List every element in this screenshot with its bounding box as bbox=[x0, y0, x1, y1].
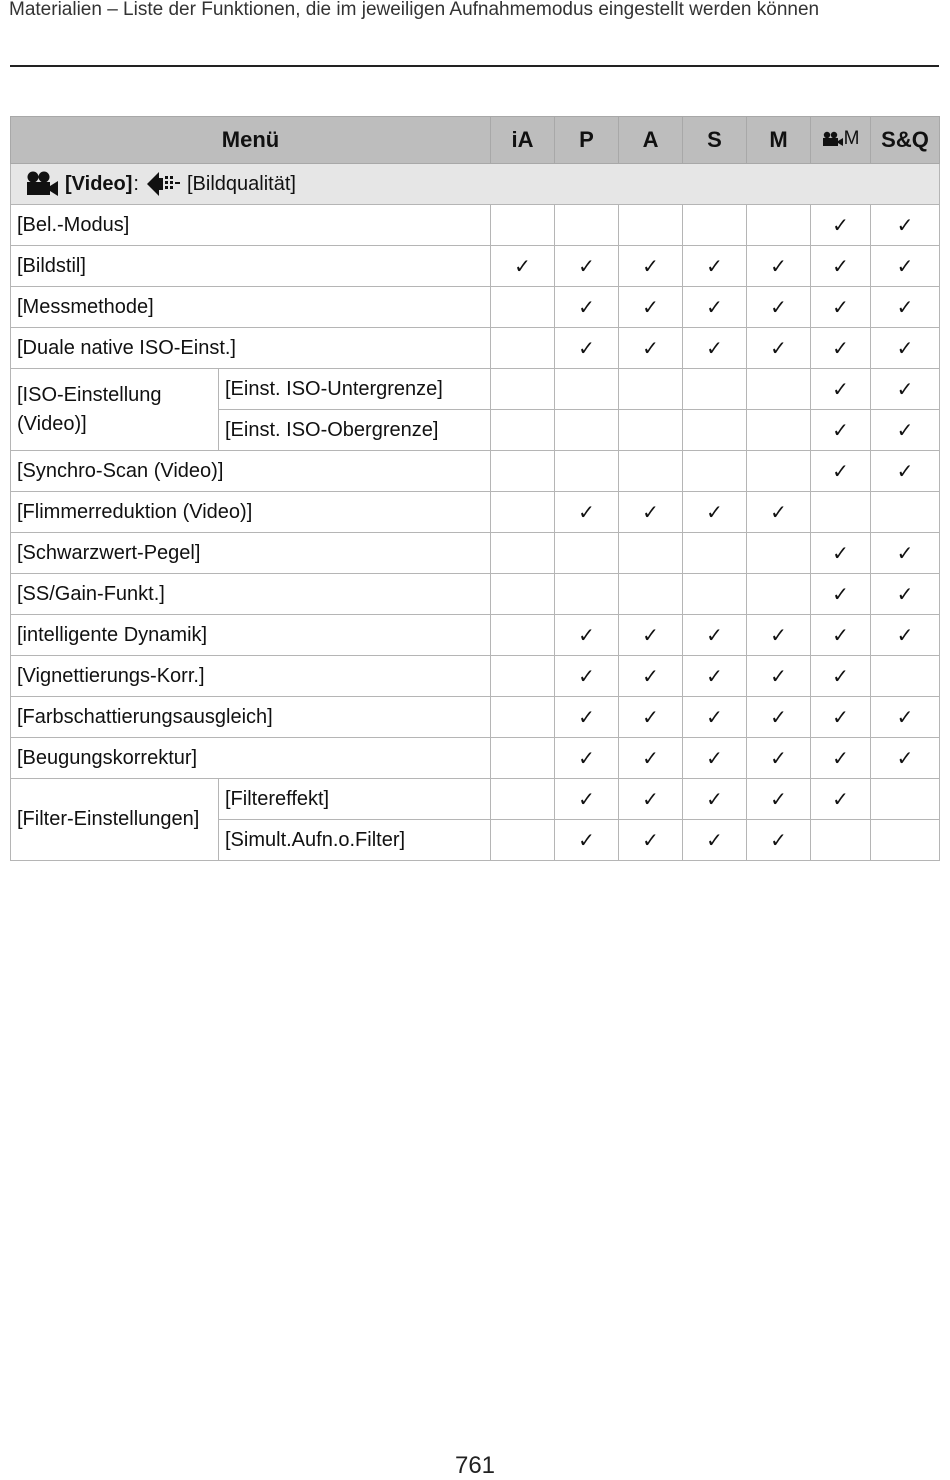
checkmark-icon: ✓ bbox=[706, 500, 723, 524]
section-separator: : bbox=[133, 172, 139, 195]
check-cell-ia bbox=[491, 451, 555, 492]
row-sub-label: [Einst. ISO-Untergrenze] bbox=[219, 369, 491, 410]
check-cell-sq bbox=[871, 328, 940, 369]
check-cell-m bbox=[747, 779, 811, 820]
check-cell-a bbox=[619, 205, 683, 246]
section-cell bbox=[11, 164, 940, 205]
row-label: [Bildstil] bbox=[11, 246, 491, 287]
check-cell-ia bbox=[491, 533, 555, 574]
check-cell-a bbox=[619, 492, 683, 533]
row-label: [Schwarzwert-Pegel] bbox=[11, 533, 491, 574]
checkmark-icon: ✓ bbox=[896, 705, 914, 729]
check-cell-a bbox=[619, 738, 683, 779]
check-cell-a bbox=[619, 574, 683, 615]
check-cell-p bbox=[555, 410, 619, 451]
check-cell-a bbox=[619, 615, 683, 656]
row-label: [Farbschattierungsausgleich] bbox=[11, 697, 491, 738]
check-cell-sq bbox=[871, 779, 940, 820]
checkmark-icon: ✓ bbox=[832, 336, 849, 360]
check-cell-p bbox=[555, 492, 619, 533]
check-cell-p bbox=[555, 533, 619, 574]
check-cell-creative-video-m bbox=[811, 574, 871, 615]
checkmark-icon: ✓ bbox=[896, 377, 914, 401]
checkmark-icon: ✓ bbox=[578, 828, 595, 852]
check-cell-m bbox=[747, 369, 811, 410]
check-cell-creative-video-m bbox=[811, 492, 871, 533]
section-menu-name: [Video] bbox=[65, 172, 133, 195]
checkmark-icon: ✓ bbox=[642, 623, 659, 647]
check-cell-sq bbox=[871, 492, 940, 533]
row-label: [Vignettierungs-Korr.] bbox=[11, 656, 491, 697]
check-cell-sq bbox=[871, 246, 940, 287]
check-cell-m bbox=[747, 820, 811, 861]
check-cell-creative-video-m bbox=[811, 451, 871, 492]
check-cell-s bbox=[683, 410, 747, 451]
check-cell-creative-video-m bbox=[811, 779, 871, 820]
check-cell-p bbox=[555, 820, 619, 861]
check-cell-a bbox=[619, 246, 683, 287]
col-header-s: S bbox=[683, 117, 747, 164]
checkmark-icon: ✓ bbox=[642, 787, 659, 811]
checkmark-icon: ✓ bbox=[896, 582, 914, 606]
check-cell-p bbox=[555, 287, 619, 328]
table-row bbox=[11, 533, 940, 574]
col-header-ia: iA bbox=[491, 117, 555, 164]
check-cell-ia bbox=[491, 820, 555, 861]
checkmark-icon: ✓ bbox=[578, 664, 595, 688]
checkmark-icon: ✓ bbox=[706, 828, 723, 852]
checkmark-icon: ✓ bbox=[578, 746, 595, 770]
table-row bbox=[11, 492, 940, 533]
check-cell-ia bbox=[491, 287, 555, 328]
row-group-label: [Filter-Einstellungen] bbox=[11, 779, 219, 861]
col-header-creative-video-m bbox=[811, 117, 871, 164]
col-header-sq: S&Q bbox=[871, 117, 940, 164]
checkmark-icon: ✓ bbox=[832, 377, 849, 401]
check-cell-creative-video-m bbox=[811, 410, 871, 451]
checkmark-icon: ✓ bbox=[832, 213, 849, 237]
check-cell-a bbox=[619, 287, 683, 328]
checkmark-icon: ✓ bbox=[642, 295, 659, 319]
col-header-menu: Menü bbox=[11, 117, 491, 164]
check-cell-a bbox=[619, 779, 683, 820]
checkmark-icon: ✓ bbox=[642, 705, 659, 729]
check-cell-s bbox=[683, 779, 747, 820]
checkmark-icon: ✓ bbox=[770, 623, 787, 647]
check-cell-sq bbox=[871, 738, 940, 779]
row-sub-label: [Simult.Aufn.o.Filter] bbox=[219, 820, 491, 861]
check-cell-s bbox=[683, 451, 747, 492]
check-cell-p bbox=[555, 656, 619, 697]
check-cell-sq bbox=[871, 451, 940, 492]
checkmark-icon: ✓ bbox=[896, 254, 914, 278]
checkmark-icon: ✓ bbox=[578, 623, 595, 647]
row-sub-label: [Filtereffekt] bbox=[219, 779, 491, 820]
row-sub-label: [Einst. ISO-Obergrenze] bbox=[219, 410, 491, 451]
checkmark-icon: ✓ bbox=[770, 664, 787, 688]
section-row bbox=[11, 164, 940, 205]
check-cell-s bbox=[683, 738, 747, 779]
check-cell-m bbox=[747, 697, 811, 738]
check-cell-p bbox=[555, 738, 619, 779]
check-cell-s bbox=[683, 205, 747, 246]
checkmark-icon: ✓ bbox=[514, 254, 531, 278]
check-cell-a bbox=[619, 451, 683, 492]
table-row bbox=[11, 574, 940, 615]
check-cell-sq bbox=[871, 615, 940, 656]
checkmark-icon: ✓ bbox=[832, 787, 849, 811]
checkmark-icon: ✓ bbox=[832, 541, 849, 565]
table-row bbox=[11, 205, 940, 246]
check-cell-p bbox=[555, 328, 619, 369]
table-row bbox=[11, 328, 940, 369]
check-cell-creative-video-m bbox=[811, 328, 871, 369]
check-cell-m bbox=[747, 615, 811, 656]
row-label: [Flimmerreduktion (Video)] bbox=[11, 492, 491, 533]
section-submenu-name: [Bildqualität] bbox=[186, 172, 296, 195]
checkmark-icon: ✓ bbox=[770, 828, 787, 852]
checkmark-icon: ✓ bbox=[896, 746, 914, 770]
checkmark-icon: ✓ bbox=[832, 746, 849, 770]
checkmark-icon: ✓ bbox=[578, 705, 595, 729]
check-cell-creative-video-m bbox=[811, 205, 871, 246]
check-cell-s bbox=[683, 615, 747, 656]
checkmark-icon: ✓ bbox=[832, 623, 849, 647]
check-cell-ia bbox=[491, 574, 555, 615]
checkmark-icon: ✓ bbox=[706, 336, 723, 360]
check-cell-s bbox=[683, 369, 747, 410]
check-cell-m bbox=[747, 410, 811, 451]
check-cell-s bbox=[683, 287, 747, 328]
check-cell-ia bbox=[491, 410, 555, 451]
check-cell-s bbox=[683, 246, 747, 287]
page-number: 761 bbox=[454, 1452, 496, 1479]
checkmark-icon: ✓ bbox=[896, 541, 914, 565]
check-cell-creative-video-m bbox=[811, 246, 871, 287]
checkmark-icon: ✓ bbox=[896, 213, 914, 237]
col-header-m: M bbox=[747, 117, 811, 164]
checkmark-icon: ✓ bbox=[896, 418, 914, 442]
check-cell-a bbox=[619, 697, 683, 738]
check-cell-s bbox=[683, 656, 747, 697]
check-cell-ia bbox=[491, 615, 555, 656]
check-cell-a bbox=[619, 656, 683, 697]
checkmark-icon: ✓ bbox=[642, 336, 659, 360]
row-label: [Bel.-Modus] bbox=[11, 205, 491, 246]
check-cell-p bbox=[555, 246, 619, 287]
check-cell-ia bbox=[491, 697, 555, 738]
check-cell-creative-video-m bbox=[811, 615, 871, 656]
row-label: [Messmethode] bbox=[11, 287, 491, 328]
check-cell-p bbox=[555, 697, 619, 738]
row-label: [Synchro-Scan (Video)] bbox=[11, 451, 491, 492]
checkmark-icon: ✓ bbox=[832, 705, 849, 729]
checkmark-icon: ✓ bbox=[896, 623, 914, 647]
checkmark-icon: ✓ bbox=[832, 664, 849, 688]
check-cell-sq bbox=[871, 287, 940, 328]
check-cell-sq bbox=[871, 205, 940, 246]
row-group-label: [ISO-Einstellung (Video)] bbox=[11, 369, 219, 451]
check-cell-m bbox=[747, 287, 811, 328]
table-row bbox=[11, 287, 940, 328]
check-cell-sq bbox=[871, 820, 940, 861]
check-cell-a bbox=[619, 369, 683, 410]
check-cell-s bbox=[683, 697, 747, 738]
checkmark-icon: ✓ bbox=[642, 746, 659, 770]
function-table bbox=[10, 116, 940, 861]
check-cell-sq bbox=[871, 533, 940, 574]
check-cell-p bbox=[555, 205, 619, 246]
check-cell-ia bbox=[491, 369, 555, 410]
movie-camera-icon bbox=[822, 131, 844, 147]
check-cell-m bbox=[747, 492, 811, 533]
check-cell-ia bbox=[491, 492, 555, 533]
checkmark-icon: ✓ bbox=[832, 459, 849, 483]
checkmark-icon: ✓ bbox=[578, 336, 595, 360]
check-cell-s bbox=[683, 328, 747, 369]
check-cell-ia bbox=[491, 205, 555, 246]
table-row bbox=[11, 369, 940, 410]
checkmark-icon: ✓ bbox=[770, 746, 787, 770]
check-cell-a bbox=[619, 820, 683, 861]
checkmark-icon: ✓ bbox=[770, 336, 787, 360]
check-cell-m bbox=[747, 738, 811, 779]
check-cell-p bbox=[555, 369, 619, 410]
check-cell-m bbox=[747, 328, 811, 369]
check-cell-creative-video-m bbox=[811, 738, 871, 779]
check-cell-m bbox=[747, 205, 811, 246]
check-cell-creative-video-m bbox=[811, 287, 871, 328]
check-cell-ia bbox=[491, 328, 555, 369]
movie-camera-icon bbox=[25, 171, 59, 197]
table-row bbox=[11, 697, 940, 738]
checkmark-icon: ✓ bbox=[706, 623, 723, 647]
checkmark-icon: ✓ bbox=[642, 664, 659, 688]
checkmark-icon: ✓ bbox=[706, 254, 723, 278]
check-cell-p bbox=[555, 615, 619, 656]
row-label: [Beugungskorrektur] bbox=[11, 738, 491, 779]
checkmark-icon: ✓ bbox=[642, 500, 659, 524]
check-cell-creative-video-m bbox=[811, 656, 871, 697]
table-row bbox=[11, 738, 940, 779]
check-cell-creative-video-m bbox=[811, 697, 871, 738]
row-label: [Duale native ISO-Einst.] bbox=[11, 328, 491, 369]
check-cell-a bbox=[619, 533, 683, 574]
check-cell-m bbox=[747, 574, 811, 615]
checkmark-icon: ✓ bbox=[896, 336, 914, 360]
col-header-a: A bbox=[619, 117, 683, 164]
check-cell-sq bbox=[871, 410, 940, 451]
checkmark-icon: ✓ bbox=[896, 459, 914, 483]
checkmark-icon: ✓ bbox=[832, 582, 849, 606]
checkmark-icon: ✓ bbox=[578, 787, 595, 811]
table-row bbox=[11, 656, 940, 697]
picture-quality-icon bbox=[145, 169, 181, 199]
col-header-p: P bbox=[555, 117, 619, 164]
check-cell-p bbox=[555, 779, 619, 820]
col-header-creative-video-m-label: M bbox=[843, 128, 860, 149]
check-cell-ia bbox=[491, 656, 555, 697]
checkmark-icon: ✓ bbox=[642, 254, 659, 278]
check-cell-creative-video-m bbox=[811, 369, 871, 410]
check-cell-sq bbox=[871, 656, 940, 697]
check-cell-creative-video-m bbox=[811, 533, 871, 574]
table-row bbox=[11, 246, 940, 287]
checkmark-icon: ✓ bbox=[770, 705, 787, 729]
check-cell-p bbox=[555, 451, 619, 492]
checkmark-icon: ✓ bbox=[578, 295, 595, 319]
check-cell-s bbox=[683, 533, 747, 574]
checkmark-icon: ✓ bbox=[832, 295, 849, 319]
check-cell-m bbox=[747, 451, 811, 492]
table-row bbox=[11, 615, 940, 656]
checkmark-icon: ✓ bbox=[832, 254, 849, 278]
table-row bbox=[11, 779, 940, 820]
page-header: Materialien – Liste der Funktionen, die im jeweiligen Aufnahmemodus eingestellt werden können bbox=[9, 0, 820, 20]
row-label: [SS/Gain-Funkt.] bbox=[11, 574, 491, 615]
checkmark-icon: ✓ bbox=[642, 828, 659, 852]
checkmark-icon: ✓ bbox=[706, 787, 723, 811]
check-cell-ia bbox=[491, 779, 555, 820]
check-cell-a bbox=[619, 410, 683, 451]
checkmark-icon: ✓ bbox=[896, 295, 914, 319]
check-cell-m bbox=[747, 656, 811, 697]
check-cell-sq bbox=[871, 369, 940, 410]
check-cell-s bbox=[683, 574, 747, 615]
checkmark-icon: ✓ bbox=[770, 254, 787, 278]
checkmark-icon: ✓ bbox=[578, 500, 595, 524]
row-label: [intelligente Dynamik] bbox=[11, 615, 491, 656]
check-cell-ia bbox=[491, 246, 555, 287]
check-cell-p bbox=[555, 574, 619, 615]
table-header-row bbox=[11, 117, 940, 164]
checkmark-icon: ✓ bbox=[706, 746, 723, 770]
check-cell-s bbox=[683, 820, 747, 861]
checkmark-icon: ✓ bbox=[770, 787, 787, 811]
checkmark-icon: ✓ bbox=[706, 664, 723, 688]
check-cell-a bbox=[619, 328, 683, 369]
check-cell-m bbox=[747, 246, 811, 287]
checkmark-icon: ✓ bbox=[770, 500, 787, 524]
check-cell-creative-video-m bbox=[811, 820, 871, 861]
check-cell-s bbox=[683, 492, 747, 533]
header-divider bbox=[10, 65, 939, 67]
checkmark-icon: ✓ bbox=[706, 295, 723, 319]
checkmark-icon: ✓ bbox=[706, 705, 723, 729]
checkmark-icon: ✓ bbox=[832, 418, 849, 442]
check-cell-m bbox=[747, 533, 811, 574]
table-row bbox=[11, 451, 940, 492]
check-cell-sq bbox=[871, 574, 940, 615]
checkmark-icon: ✓ bbox=[578, 254, 595, 278]
check-cell-ia bbox=[491, 738, 555, 779]
checkmark-icon: ✓ bbox=[770, 295, 787, 319]
check-cell-sq bbox=[871, 697, 940, 738]
